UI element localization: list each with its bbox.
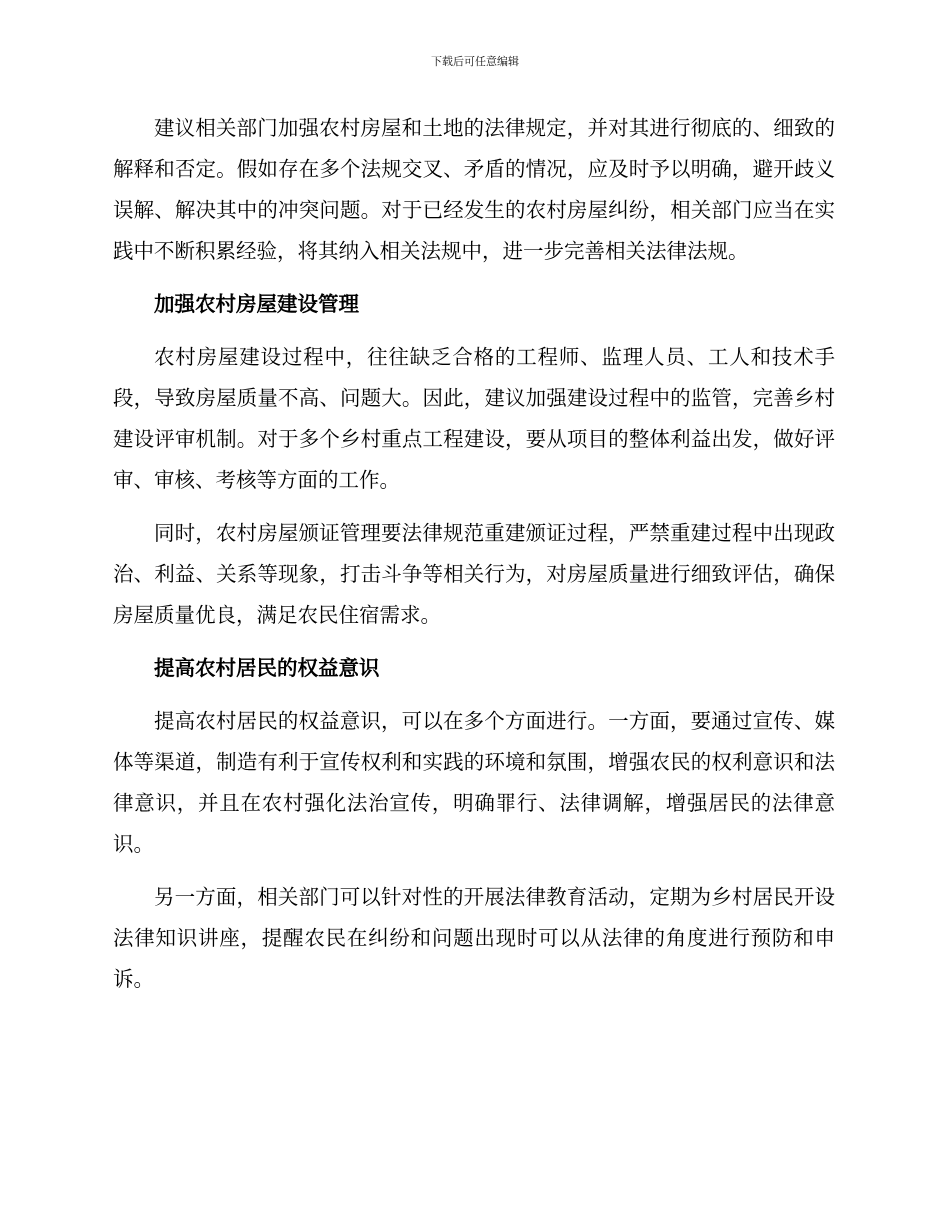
paragraph-rights-awareness: 提高农村居民的权益意识，可以在多个方面进行。一方面，要通过宣传、媒体等渠道，制造有利于宣传权利和实践的环境和氛围，增强农民的权利意识和法律意识，并且在农村强化法治宣传，明确罪行、法律调解，增强居民的法律意识。 bbox=[113, 709, 835, 856]
paragraph-certification-management: 同时，农村房屋颁证管理要法律规范重建颁证过程，严禁重建过程中出现政治、利益、关系等现象，打击斗争等相关行为，对房屋质量进行细致评估，确保房屋质量优良，满足农民住宿需求。 bbox=[113, 521, 835, 627]
paragraph-legal-regulations: 建议相关部门加强农村房屋和土地的法律规定，并对其进行彻底的、细致的解释和否定。假如存在多个法规交叉、矛盾的情况，应及时予以明确，避开歧义误解、解决其中的冲突问题。对于已经发生的农村房屋纠纷，相关部门应当在实践中不断积累经验，将其纳入相关法规中，进一步完善相关法律法规。 bbox=[113, 116, 835, 263]
page-header: 下载后可任意编辑 bbox=[431, 55, 519, 68]
document-body bbox=[113, 108, 835, 1012]
paragraph-construction-supervision: 农村房屋建设过程中，往往缺乏合格的工程师、监理人员、工人和技术手段，导致房屋质量不高、问题大。因此，建议加强建设过程中的监管，完善乡村建设评审机制。对于多个乡村重点工程建设，要从项目的整体利益出发，做好评审、审核、考核等方面的工作。 bbox=[113, 345, 835, 492]
section-heading-construction-management: 加强农村房屋建设管理 bbox=[154, 292, 359, 316]
section-heading-rights-awareness: 提高农村居民的权益意识 bbox=[154, 656, 380, 680]
paragraph-legal-education: 另一方面，相关部门可以针对性的开展法律教育活动，定期为乡村居民开设法律知识讲座，提醒农民在纠纷和问题出现时可以从法律的角度进行预防和申诉。 bbox=[113, 885, 835, 991]
